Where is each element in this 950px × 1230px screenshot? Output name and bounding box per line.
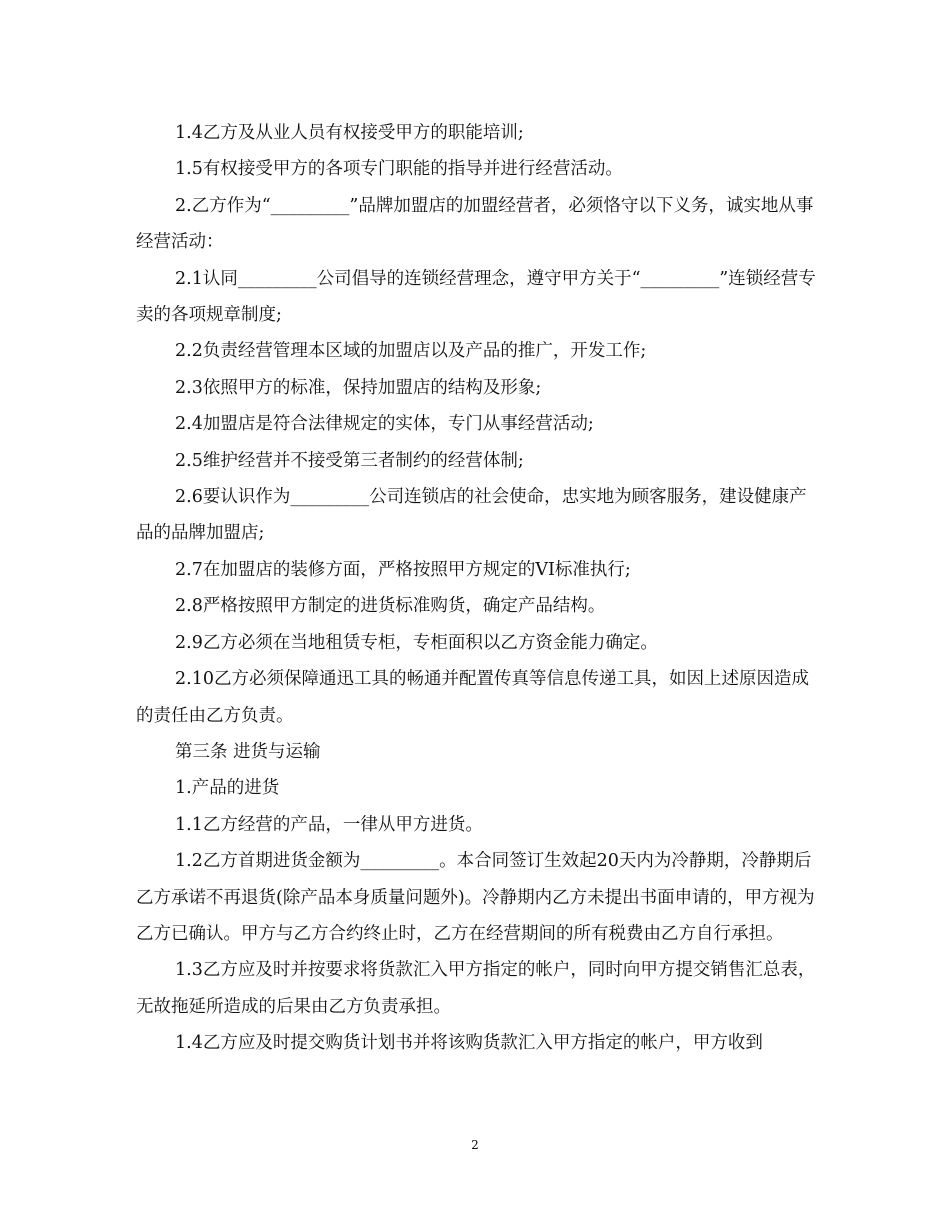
paragraph: 2.4加盟店是符合法律规定的实体，专门从事经营活动; bbox=[175, 414, 594, 435]
paragraph: 1.2乙方首期进货金额为_________。本合同签订生效起20天内为冷静期，冷静期后乙方承诺不再退货(除产品本身质量问题外)。冷静期内乙方未提出书面申请的，甲方视为乙方已确认。甲方与乙方合约终止时，乙方在经营期间的所有税费由乙方自行承担。 bbox=[136, 851, 815, 944]
paragraph: 2.2负责经营管理本区域的加盟店以及产品的推广，开发工作; bbox=[175, 341, 647, 362]
paragraph: 1.4乙方及从业人员有权接受甲方的职能培训; bbox=[175, 123, 524, 143]
paragraph: 1.4乙方应及时提交购货计划书并将该购货款汇入甲方指定的帐户，甲方收到 bbox=[175, 1033, 763, 1054]
paragraph: 2.8严格按照甲方制定的进货标准购货，确定产品结构。 bbox=[175, 596, 606, 617]
paragraph: 1.产品的进货 bbox=[175, 778, 280, 799]
paragraph: 1.3乙方应及时并按要求将货款汇入甲方指定的帐户，同时向甲方提交销售汇总表，无故拖延所造成的后果由乙方负责承担。 bbox=[136, 960, 816, 1017]
document-body bbox=[136, 115, 816, 1062]
paragraph: 1.5有权接受甲方的各项专门职能的指导并进行经营活动。 bbox=[175, 159, 623, 180]
paragraph: 2.3依照甲方的标准，保持加盟店的结构及形象; bbox=[175, 377, 542, 398]
section-heading: 第三条 进货与运输 bbox=[175, 741, 321, 762]
paragraph: 2.7在加盟店的装修方面，严格按照甲方规定的VI标准执行; bbox=[175, 559, 631, 580]
paragraph: 2.6要认识作为_________公司连锁店的社会使命，忠实地为顾客服务，建设健康产品的品牌加盟店; bbox=[136, 487, 807, 544]
paragraph: 1.1乙方经营的产品，一律从甲方进货。 bbox=[175, 814, 483, 835]
paragraph: 2.1认同_________公司倡导的连锁经营理念，遵守甲方关于“_________”连锁经营专卖的各项规章制度; bbox=[136, 268, 816, 326]
paragraph: 2.乙方作为“_________”品牌加盟店的加盟经营者，必须恪守以下义务，诚实地从事经营活动： bbox=[136, 195, 814, 253]
paragraph: 2.9乙方必须在当地租赁专柜，专柜面积以乙方资金能力确定。 bbox=[175, 632, 658, 653]
page-number: 2 bbox=[471, 1138, 479, 1152]
paragraph: 2.5维护经营并不接受第三者制约的经营体制; bbox=[175, 450, 524, 471]
paragraph: 2.10乙方必须保障通迅工具的畅通并配置传真等信息传递工具，如因上述原因造成的责任由乙方负责。 bbox=[136, 669, 809, 726]
